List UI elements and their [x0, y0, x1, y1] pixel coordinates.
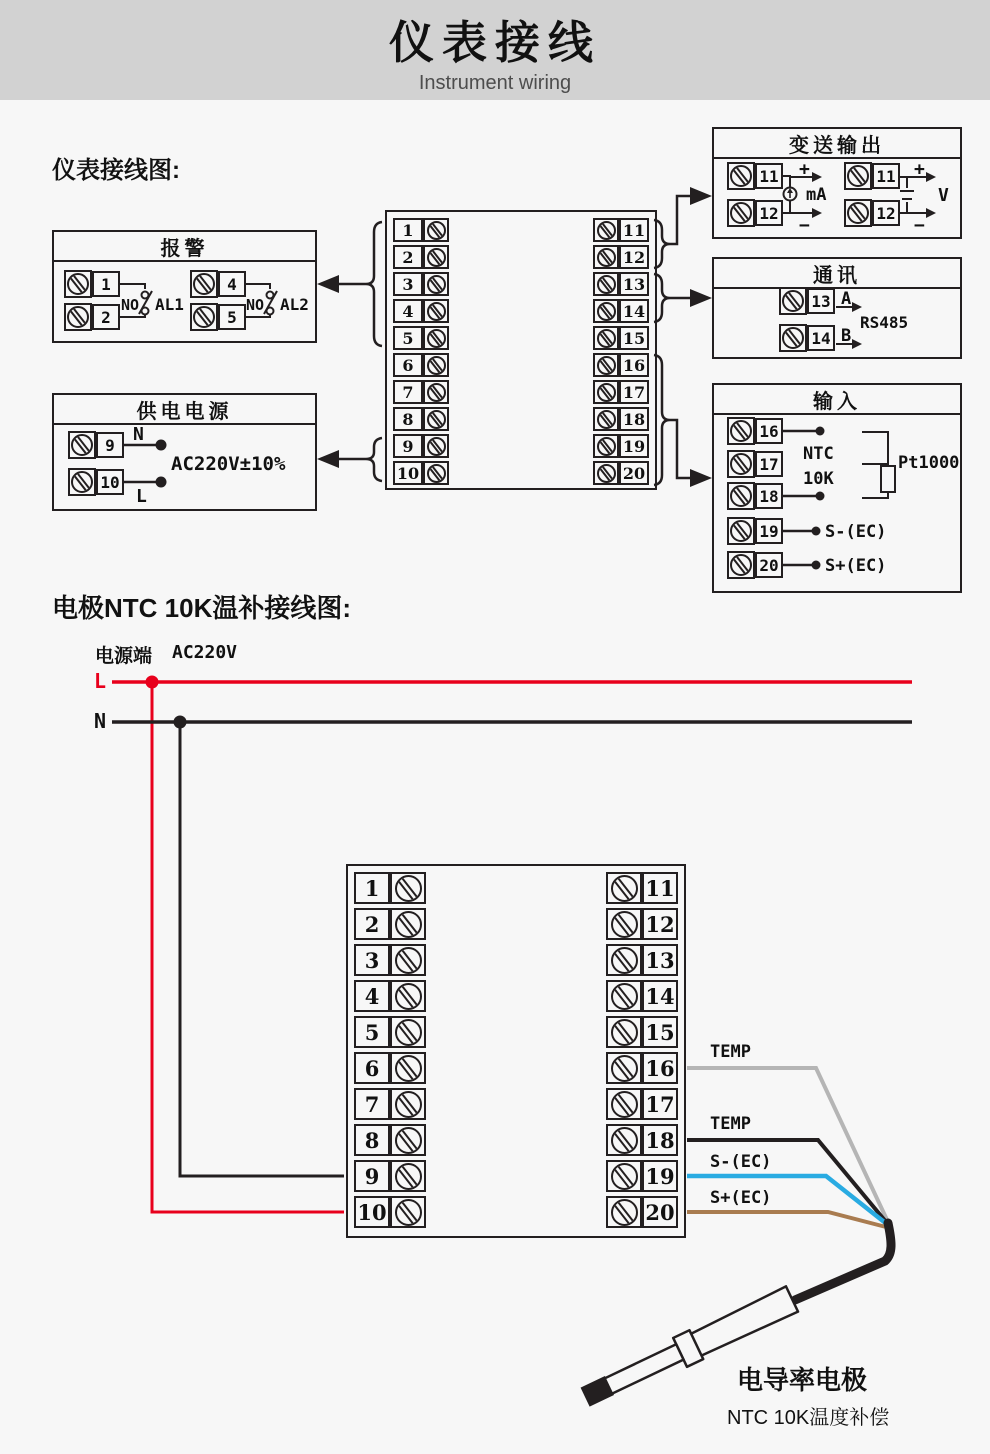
terminal-input-18 [727, 482, 783, 510]
terminal-16 [606, 1052, 678, 1084]
transmit-v-unit: V [938, 185, 949, 206]
alarm-no-label-2: NO [246, 296, 265, 314]
input-ec-plus-label: S+(EC) [825, 556, 887, 576]
terminal-9 [393, 434, 449, 458]
probe-collar [673, 1330, 703, 1367]
terminal-number: 11 [642, 872, 678, 904]
screw-icon [606, 1196, 642, 1228]
probe-name-label: 电导率电极 [737, 1365, 868, 1395]
screw-icon [593, 299, 619, 323]
screw-icon [844, 199, 872, 227]
terminal-18 [593, 407, 649, 431]
comm-box [712, 257, 962, 359]
screw-icon [779, 324, 807, 352]
terminal-number: 1 [354, 872, 390, 904]
terminal-number: 18 [619, 407, 649, 431]
terminal-17 [593, 380, 649, 404]
terminal-number: 11 [872, 163, 900, 189]
terminal-number: 11 [755, 163, 783, 189]
screw-icon [190, 303, 218, 331]
screw-icon [593, 272, 619, 296]
screw-icon [64, 270, 92, 298]
terminal-alarm-4 [190, 270, 246, 298]
probe-note-label: NTC 10K温度补偿 [727, 1407, 890, 1429]
terminal-number: 1 [393, 218, 423, 242]
power-live-label: L [136, 486, 147, 507]
screw-icon [423, 461, 449, 485]
top-block-left-column [393, 218, 449, 485]
bottom-diagram-label: 电极NTC 10K温补接线图: [52, 593, 352, 623]
terminal-number: 19 [642, 1160, 678, 1192]
terminal-number: 19 [619, 434, 649, 458]
terminal-11 [606, 872, 678, 904]
power-voltage-label: AC220V±10% [171, 453, 286, 475]
screw-icon [423, 299, 449, 323]
screw-icon [423, 353, 449, 377]
terminal-number: 19 [755, 518, 783, 544]
terminal-number: 7 [354, 1088, 390, 1120]
terminal-9 [354, 1160, 426, 1192]
screw-icon [844, 162, 872, 190]
terminal-power-10 [68, 468, 124, 496]
terminal-number: 4 [218, 271, 246, 297]
terminal-2 [393, 245, 449, 269]
transmit-ma-minus: − [799, 215, 810, 236]
terminal-number: 4 [354, 980, 390, 1012]
comm-line-b-label: B [841, 326, 852, 346]
terminal-number: 9 [96, 432, 124, 458]
terminal-number: 7 [393, 380, 423, 404]
probe-wire-ec-plus [687, 1212, 886, 1227]
screw-icon [727, 517, 755, 545]
screw-icon [423, 434, 449, 458]
terminal-number: 3 [354, 944, 390, 976]
bus-live-label: L [94, 669, 107, 693]
terminal-number: 17 [642, 1088, 678, 1120]
terminal-number: 2 [354, 908, 390, 940]
screw-icon [390, 1088, 426, 1120]
terminal-number: 20 [642, 1196, 678, 1228]
terminal-number: 18 [642, 1124, 678, 1156]
terminal-11 [593, 218, 649, 242]
alarm-box-title: 报警 [54, 232, 315, 262]
terminal-number: 12 [755, 200, 783, 226]
terminal-number: 20 [755, 552, 783, 578]
input-pt1000-label: Pt1000 [898, 453, 960, 473]
screw-icon [606, 1088, 642, 1120]
transmit-v-minus: − [914, 215, 925, 236]
terminal-13 [606, 944, 678, 976]
page-header [0, 0, 990, 100]
bottom-terminal-block [346, 864, 686, 1238]
terminal-transmit-v-12 [844, 199, 900, 227]
terminal-number: 10 [354, 1196, 390, 1228]
terminal-input-16 [727, 417, 783, 445]
terminal-number: 17 [755, 451, 783, 477]
terminal-number: 14 [642, 980, 678, 1012]
terminal-8 [393, 407, 449, 431]
terminal-transmit-ma-12 [727, 199, 783, 227]
terminal-number: 9 [354, 1160, 390, 1192]
screw-icon [606, 1016, 642, 1048]
terminal-number: 11 [619, 218, 649, 242]
bottom-block-right-column [606, 872, 678, 1228]
terminal-14 [593, 299, 649, 323]
terminal-20 [606, 1196, 678, 1228]
terminal-8 [354, 1124, 426, 1156]
terminal-number: 2 [92, 304, 120, 330]
power-source-voltage: AC220V [172, 642, 238, 663]
screw-icon [779, 287, 807, 315]
top-block-right-column [593, 218, 649, 485]
top-diagram-label: 仪表接线图: [52, 157, 180, 184]
terminal-number: 17 [619, 380, 649, 404]
terminal-2 [354, 908, 426, 940]
terminal-10 [354, 1196, 426, 1228]
screw-icon [606, 1052, 642, 1084]
screw-icon [423, 245, 449, 269]
probe-cable [795, 1223, 891, 1300]
input-ntc-label-2: 10K [803, 469, 834, 489]
terminal-number: 2 [393, 245, 423, 269]
alarm-al2-label: AL2 [280, 295, 309, 314]
terminal-18 [606, 1124, 678, 1156]
screw-icon [593, 407, 619, 431]
wire-label-ec-minus: S-(EC) [710, 1152, 772, 1172]
terminal-number: 1 [92, 271, 120, 297]
terminal-6 [354, 1052, 426, 1084]
screw-icon [390, 1124, 426, 1156]
terminal-number: 5 [393, 326, 423, 350]
probe-body [688, 1286, 798, 1358]
terminal-number: 8 [354, 1124, 390, 1156]
terminal-3 [393, 272, 449, 296]
terminal-number: 13 [807, 288, 835, 314]
screw-icon [390, 980, 426, 1012]
terminal-number: 5 [354, 1016, 390, 1048]
screw-icon [390, 1160, 426, 1192]
terminal-5 [393, 326, 449, 350]
terminal-7 [393, 380, 449, 404]
arrow-to-power-box [317, 450, 366, 468]
brace-terminals-1-5 [366, 222, 382, 346]
probe-shaft [604, 1344, 684, 1394]
terminal-12 [593, 245, 649, 269]
screw-icon [593, 380, 619, 404]
terminal-15 [606, 1016, 678, 1048]
screw-icon [593, 461, 619, 485]
terminal-number: 9 [393, 434, 423, 458]
screw-icon [390, 872, 426, 904]
alarm-al1-label: AL1 [155, 295, 184, 314]
terminal-number: 14 [807, 325, 835, 351]
arrow-to-transmit-box [670, 187, 712, 244]
wire-label-ec-plus: S+(EC) [710, 1188, 772, 1208]
alarm-no-label-1: NO [121, 296, 140, 314]
terminal-5 [354, 1016, 426, 1048]
terminal-20 [593, 461, 649, 485]
terminal-10 [393, 461, 449, 485]
screw-icon [68, 431, 96, 459]
probe-tip [581, 1376, 614, 1407]
terminal-alarm-5 [190, 303, 246, 331]
terminal-4 [354, 980, 426, 1012]
terminal-comm-14 [779, 324, 835, 352]
terminal-number: 12 [872, 200, 900, 226]
terminal-number: 10 [393, 461, 423, 485]
screw-icon [606, 980, 642, 1012]
input-ec-minus-label: S-(EC) [825, 522, 887, 542]
wire-label-temp-gray: TEMP [710, 1042, 751, 1062]
comm-box-title: 通讯 [714, 259, 960, 289]
terminal-number: 12 [619, 245, 649, 269]
terminal-19 [606, 1160, 678, 1192]
terminal-12 [606, 908, 678, 940]
screw-icon [727, 162, 755, 190]
bus-neutral-label: N [94, 709, 107, 733]
power-source-label: 电源端 [95, 646, 153, 667]
terminal-13 [593, 272, 649, 296]
screw-icon [190, 270, 218, 298]
transmit-ma-unit: mA [806, 185, 827, 205]
screw-icon [64, 303, 92, 331]
power-neutral-label: N [133, 424, 144, 445]
transmit-box-title: 变送输出 [714, 129, 960, 159]
terminal-number: 4 [393, 299, 423, 323]
terminal-input-19 [727, 517, 783, 545]
terminal-number: 16 [619, 353, 649, 377]
page-subtitle: Instrument wiring [418, 72, 572, 94]
terminal-number: 6 [354, 1052, 390, 1084]
wire-label-temp-black: TEMP [710, 1114, 751, 1134]
terminal-6 [393, 353, 449, 377]
screw-icon [593, 218, 619, 242]
terminal-transmit-ma-11 [727, 162, 783, 190]
terminal-7 [354, 1088, 426, 1120]
terminal-power-9 [68, 431, 124, 459]
screw-icon [390, 1052, 426, 1084]
terminal-number: 18 [755, 483, 783, 509]
terminal-4 [393, 299, 449, 323]
screw-icon [593, 353, 619, 377]
transmit-v-plus: + [914, 159, 925, 180]
terminal-transmit-v-11 [844, 162, 900, 190]
screw-icon [727, 417, 755, 445]
transmit-ma-plus: + [799, 159, 810, 180]
terminal-input-20 [727, 551, 783, 579]
screw-icon [423, 218, 449, 242]
terminal-number: 12 [642, 908, 678, 940]
bottom-block-left-column [354, 872, 426, 1228]
screw-icon [606, 908, 642, 940]
power-box-title: 供电电源 [54, 395, 315, 425]
arrow-to-alarm-box [317, 275, 366, 293]
terminal-3 [354, 944, 426, 976]
screw-icon [390, 908, 426, 940]
comm-protocol-label: RS485 [860, 313, 909, 332]
terminal-input-17 [727, 450, 783, 478]
terminal-number: 13 [642, 944, 678, 976]
terminal-number: 15 [619, 326, 649, 350]
screw-icon [68, 468, 96, 496]
terminal-number: 14 [619, 299, 649, 323]
input-ntc-label-1: NTC [803, 444, 834, 464]
terminal-number: 16 [642, 1052, 678, 1084]
terminal-number: 6 [393, 353, 423, 377]
screw-icon [606, 872, 642, 904]
screw-icon [423, 380, 449, 404]
screw-icon [423, 272, 449, 296]
terminal-15 [593, 326, 649, 350]
terminal-number: 13 [619, 272, 649, 296]
terminal-number: 10 [96, 469, 124, 495]
screw-icon [606, 944, 642, 976]
terminal-number: 8 [393, 407, 423, 431]
comm-line-a-label: A [841, 289, 852, 309]
screw-icon [593, 326, 619, 350]
terminal-17 [606, 1088, 678, 1120]
terminal-19 [593, 434, 649, 458]
terminal-alarm-1 [64, 270, 120, 298]
terminal-number: 5 [218, 304, 246, 330]
terminal-number: 15 [642, 1016, 678, 1048]
top-terminal-block [385, 210, 657, 490]
screw-icon [593, 245, 619, 269]
screw-icon [606, 1160, 642, 1192]
terminal-1 [393, 218, 449, 242]
screw-icon [390, 944, 426, 976]
screw-icon [727, 199, 755, 227]
screw-icon [390, 1016, 426, 1048]
screw-icon [606, 1124, 642, 1156]
arrow-to-comm-box [670, 289, 712, 307]
terminal-comm-13 [779, 287, 835, 315]
screw-icon [390, 1196, 426, 1228]
page-title: 仪表接线 [388, 17, 601, 68]
screw-icon [727, 482, 755, 510]
terminal-number: 3 [393, 272, 423, 296]
screw-icon [727, 551, 755, 579]
screw-icon [423, 326, 449, 350]
screw-icon [727, 450, 755, 478]
screw-icon [593, 434, 619, 458]
input-box-title: 输入 [714, 385, 960, 415]
screw-icon [423, 407, 449, 431]
brace-terminals-9-10 [366, 438, 382, 481]
terminal-alarm-2 [64, 303, 120, 331]
terminal-number: 20 [619, 461, 649, 485]
terminal-1 [354, 872, 426, 904]
terminal-16 [593, 353, 649, 377]
arrow-to-input-box [670, 420, 712, 487]
terminal-number: 16 [755, 418, 783, 444]
terminal-14 [606, 980, 678, 1012]
